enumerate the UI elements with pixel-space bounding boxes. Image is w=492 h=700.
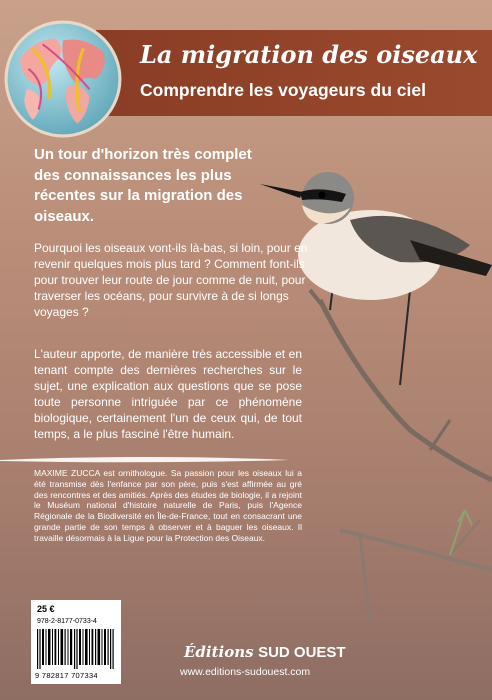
isbn: 978-2-8177-0733-4 <box>37 618 97 625</box>
barcode-icon <box>37 629 117 669</box>
publisher-website: www.editions-sudouest.com <box>180 666 311 678</box>
decorative-divider <box>0 452 290 468</box>
globe-icon <box>2 18 124 140</box>
book-title: La migration des oiseaux <box>140 40 478 69</box>
price: 25 € <box>37 604 55 614</box>
publisher-name-part2: SUD OUEST <box>258 644 346 661</box>
author-bio: MAXIME ZUCCA est ornithologue. Sa passion pour les oiseaux lui a été transmise dès l'enfance par son père, puis s'est affirmée au gré des rencontres et des amitiés. Après des études de biologie, il a rejoint le Muséum national d'histoire naturelle de Paris, puis l'Agence Régionale de la Biodiversité en Île-de-France, tout en consacrant une grande partie de son temps à observer et à baguer les oiseaux. Il travaille désormais à la Ligue pour la Protection des Oiseaux. <box>34 468 302 543</box>
author-approach-paragraph: L'auteur apporte, de manière très accessible et en tenant compte des dernières recherches sur le sujet, une explication aux questions que se pose toute personne intriguée par ce phénomène biologique, certainement l'un de ceux qui, de tout temps, a le plus fasciné l'être humain. <box>34 347 302 441</box>
lead-paragraph: Un tour d'horizon très complet des connaissances les plus récentes sur la migration des oiseaux. <box>34 146 252 225</box>
barcode-number: 9 782817 707334 <box>35 671 98 680</box>
publisher-logo <box>184 643 346 662</box>
barcode-label <box>31 600 121 684</box>
intro-paragraph: Pourquoi les oiseaux vont-ils là-bas, si loin, pour en revenir quelques mois plus tard ? Comment font-ils pour trouver leur route de jour comme de nuit, pour traverser les océans, pour survivre à de si longs voyages ? <box>34 241 308 319</box>
book-subtitle: Comprendre les voyageurs du ciel <box>140 80 426 100</box>
publisher-name-part1: Éditions <box>184 643 254 661</box>
